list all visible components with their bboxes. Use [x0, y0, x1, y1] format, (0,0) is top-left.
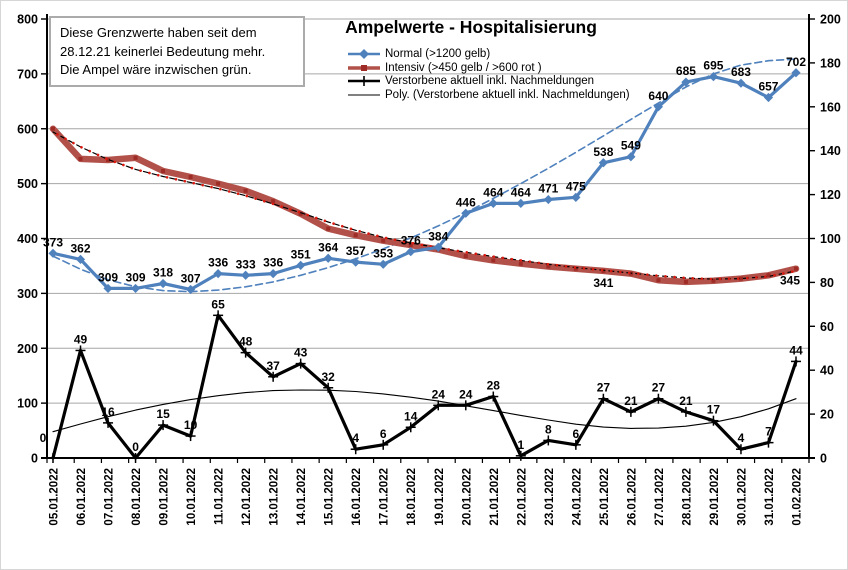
data-label: 685 [675, 64, 696, 79]
data-label: 333 [235, 257, 256, 272]
data-label: 309 [98, 270, 119, 285]
data-label: 17 [706, 402, 721, 417]
note-line-1: Diese Grenzwerte haben seit dem [60, 25, 257, 40]
data-label: 43 [293, 345, 308, 360]
data-label: 364 [318, 240, 339, 255]
y-axis-right-label: 120 [820, 188, 841, 203]
x-axis-label: 07.01.2022 [103, 468, 116, 526]
square-marker-icon [491, 258, 495, 262]
data-label: 27 [651, 380, 666, 395]
data-label: 318 [153, 265, 174, 280]
x-axis-label: 01.02.2022 [791, 468, 804, 526]
square-marker-icon [656, 278, 660, 282]
data-label: 464 [483, 185, 504, 200]
diamond-marker-icon [324, 254, 333, 263]
y-axis-right-label: 0 [820, 451, 827, 466]
diamond-marker-icon [158, 279, 167, 288]
x-axis-label: 08.01.2022 [131, 468, 144, 526]
y-axis-left-label: 200 [17, 341, 38, 356]
legend-item-intensiv [347, 61, 630, 75]
data-label: 7 [765, 424, 772, 439]
x-axis-label: 27.01.2022 [653, 468, 666, 526]
x-axis-label: 09.01.2022 [158, 468, 171, 526]
line-plus-icon [347, 75, 381, 87]
data-label: 0 [39, 431, 47, 445]
data-label: 695 [703, 58, 724, 73]
data-label: 362 [70, 241, 91, 256]
data-label: 307 [180, 271, 201, 286]
data-label: 657 [758, 79, 779, 94]
data-label: 21 [624, 393, 638, 408]
square-marker-icon [794, 267, 798, 271]
data-label: 464 [510, 185, 531, 200]
y-axis-right-label: 40 [820, 363, 834, 378]
data-label: 4 [737, 431, 745, 446]
y-axis-right-label: 80 [820, 275, 834, 290]
x-axis-label: 14.01.2022 [296, 468, 309, 526]
y-axis-right-label: 180 [820, 56, 841, 71]
x-axis-label: 16.01.2022 [351, 468, 364, 526]
y-axis-left-label: 800 [17, 12, 38, 27]
diamond-marker-icon [241, 271, 250, 280]
legend-label: Poly. (Verstorbene aktuell inkl. Nachmeldungen) [385, 89, 630, 102]
data-label: 336 [263, 255, 284, 270]
data-label: 10 [183, 418, 198, 433]
y-axis-right-label: 60 [820, 319, 834, 334]
note-box [49, 16, 305, 87]
x-axis-label: 11.01.2022 [213, 468, 226, 525]
data-label: 6 [379, 426, 387, 441]
data-label: 0 [132, 440, 139, 454]
square-marker-icon [189, 175, 193, 179]
x-axis-label: 29.01.2022 [708, 468, 721, 526]
x-axis-label: 23.01.2022 [543, 468, 556, 526]
data-label: 8 [544, 422, 552, 437]
x-axis-label: 12.01.2022 [241, 468, 254, 526]
diamond-marker-icon [269, 269, 278, 278]
data-label: 357 [345, 244, 366, 259]
y-axis-left-label: 0 [31, 451, 38, 466]
data-label: 4 [352, 431, 360, 446]
series-intensiv-trend [53, 132, 796, 279]
data-label: 24 [431, 387, 445, 402]
data-label: 384 [428, 229, 449, 244]
square-marker-icon [216, 182, 220, 186]
x-axis-label: 31.01.2022 [763, 468, 776, 526]
x-axis-label: 22.01.2022 [516, 468, 529, 526]
diamond-marker-icon [351, 257, 360, 266]
x-axis-label: 21.01.2022 [488, 468, 501, 526]
y-axis-left-label: 400 [17, 232, 38, 246]
y-axis-right-label: 160 [820, 100, 841, 115]
x-axis-label: 28.01.2022 [681, 468, 694, 526]
data-label: 373 [42, 235, 64, 250]
square-marker-icon [161, 169, 165, 173]
data-label: 32 [321, 369, 335, 384]
data-label: 44 [789, 343, 803, 358]
y-axis-left-label: 600 [17, 122, 38, 137]
x-axis-label: 24.01.2022 [571, 468, 584, 526]
data-label: 28 [486, 378, 500, 393]
data-label: 549 [620, 138, 641, 153]
x-axis-label: 25.01.2022 [598, 468, 611, 526]
line-square-icon [347, 62, 381, 74]
data-label: 475 [565, 179, 586, 194]
diamond-marker-icon [48, 249, 57, 258]
thin-line-icon [347, 89, 381, 101]
y-axis-left-label: 700 [17, 67, 38, 82]
square-marker-icon [79, 157, 83, 161]
legend-item-normal [347, 47, 630, 61]
data-label: 24 [459, 387, 473, 402]
note-line-3: Die Ampel wäre inzwischen grün. [60, 62, 252, 77]
data-label: 351 [290, 247, 311, 262]
square-marker-icon [354, 233, 358, 237]
data-label: 14 [404, 409, 418, 424]
diamond-marker-icon [296, 261, 305, 270]
square-marker-icon [684, 280, 688, 284]
data-label: 21 [679, 393, 693, 408]
legend-item-poly [347, 88, 630, 102]
y-axis-right-label: 200 [820, 12, 841, 27]
diamond-marker-icon [131, 284, 140, 293]
square-marker-icon [381, 239, 385, 243]
data-label: 341 [593, 275, 614, 290]
legend-item-verstorbene [347, 75, 630, 89]
data-label: 48 [238, 334, 253, 349]
data-label: 16 [101, 404, 115, 419]
y-axis-right-label: 100 [820, 232, 841, 246]
x-axis-label: 13.01.2022 [268, 468, 281, 526]
chart-legend [347, 47, 630, 102]
line-diamond-icon [347, 48, 381, 60]
x-axis-labels [49, 468, 804, 526]
x-axis-label: 06.01.2022 [76, 468, 89, 526]
y-axis-right-label: 20 [820, 407, 834, 422]
data-label: 640 [648, 88, 669, 103]
data-label: 37 [266, 358, 280, 373]
data-label: 353 [373, 246, 394, 261]
x-axis-label: 18.01.2022 [406, 468, 419, 526]
x-axis-label: 20.01.2022 [461, 468, 474, 526]
data-label: 471 [538, 181, 559, 196]
x-axis-label: 15.01.2022 [323, 468, 336, 526]
legend-label: Verstorbene aktuell inkl. Nachmeldungen [385, 75, 595, 88]
y-axis-left-label: 100 [17, 396, 38, 411]
x-axis-label: 17.01.2022 [378, 468, 391, 526]
square-marker-icon [519, 262, 523, 266]
data-label: 376 [400, 233, 421, 248]
x-axis-label: 19.01.2022 [433, 468, 446, 526]
data-label: 336 [208, 255, 229, 270]
diamond-marker-icon [516, 199, 525, 208]
series-verstorbene [40, 297, 803, 463]
x-axis-label: 26.01.2022 [626, 468, 639, 526]
note-line-2: 28.12.21 keinerlei Bedeutung mehr. [60, 43, 266, 59]
square-marker-icon [51, 127, 55, 131]
x-axis-label: 10.01.2022 [186, 468, 199, 526]
diamond-marker-icon [544, 195, 553, 204]
chart-title: Ampelwerte - Hospitalisierung [345, 17, 597, 37]
data-label: 15 [156, 407, 170, 422]
square-marker-icon [244, 189, 248, 193]
data-label: 49 [73, 332, 88, 347]
data-label: 1 [517, 437, 525, 452]
y-axis-right-label: 140 [820, 144, 841, 159]
square-marker-icon [464, 254, 468, 258]
square-marker-icon [326, 227, 330, 231]
data-label: 309 [125, 270, 146, 285]
legend-label: Normal (>1200 gelb) [385, 47, 491, 60]
y-axis-left-label: 300 [17, 286, 38, 301]
legend-label: Intensiv (>450 gelb / >600 rot ) [385, 61, 542, 74]
data-label: 27 [596, 380, 611, 395]
y-axis-left-label: 500 [17, 177, 38, 192]
data-label: 446 [455, 195, 476, 210]
diamond-marker-icon [489, 199, 498, 208]
data-label: 683 [730, 65, 751, 80]
data-label: 345 [779, 273, 801, 288]
square-marker-icon [766, 273, 770, 277]
x-axis-label: 30.01.2022 [736, 468, 749, 526]
data-label: 65 [211, 297, 225, 312]
square-marker-icon [134, 156, 138, 160]
data-label: 538 [593, 144, 614, 159]
data-label: 6 [572, 426, 580, 441]
data-label: 702 [785, 54, 807, 69]
x-axis-label: 05.01.2022 [48, 468, 61, 526]
